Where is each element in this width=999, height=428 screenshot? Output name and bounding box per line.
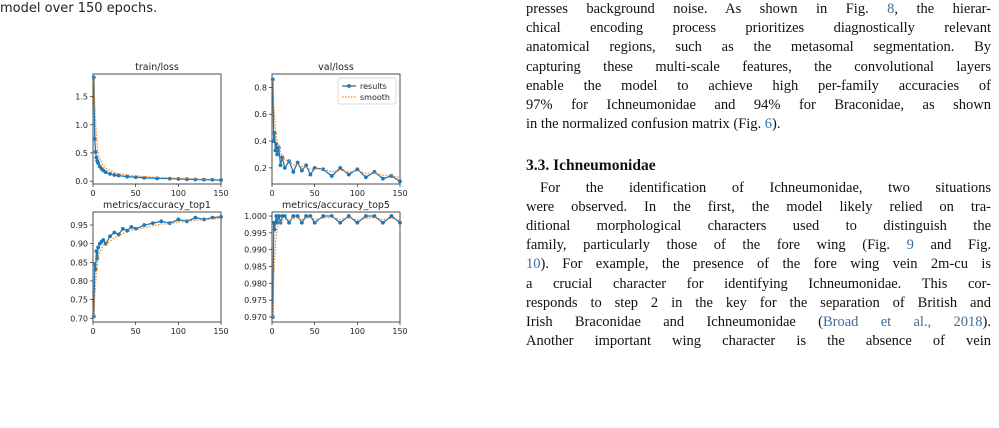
citation-link[interactable]: Broad et al., 2018 bbox=[822, 314, 983, 331]
legend-results-marker bbox=[347, 84, 351, 88]
text-line: anatomical regions, such as the metasomal segmentation. By bbox=[526, 39, 991, 56]
text-line: in the normalized confusion matrix (Fig. 6). bbox=[526, 116, 781, 133]
y-tick-label: 1.5 bbox=[75, 92, 88, 102]
results-point bbox=[95, 249, 99, 253]
results-point bbox=[176, 218, 180, 222]
results-point bbox=[338, 221, 342, 225]
text-line: Another important wing character is the absence of vein bbox=[526, 333, 991, 350]
panel-title: metrics/accuracy_top5 bbox=[282, 200, 390, 211]
text-line: For the identification of Ichneumonidae, two situations bbox=[540, 179, 991, 196]
plot-frame bbox=[93, 212, 221, 322]
results-point bbox=[194, 216, 198, 220]
y-tick-label: 0.985 bbox=[244, 262, 267, 272]
plot-frame bbox=[272, 212, 400, 322]
y-tick-label: 0.0 bbox=[75, 177, 88, 187]
text-line: chical encoding process prioritizes diagnostically relevant bbox=[526, 20, 991, 37]
x-tick-label: 150 bbox=[392, 327, 408, 336]
y-tick-label: 1.000 bbox=[244, 212, 267, 222]
results-point bbox=[95, 156, 99, 160]
text-line: family, particularly those of the fore wing (Fig. 9 and Fig. bbox=[526, 237, 991, 254]
results-point bbox=[279, 163, 283, 167]
y-tick-label: 0.980 bbox=[244, 279, 267, 289]
results-point bbox=[94, 150, 98, 154]
x-tick-label: 0 bbox=[269, 327, 275, 336]
x-tick-label: 150 bbox=[213, 189, 229, 198]
results-point bbox=[273, 228, 277, 232]
panel-title: val/loss bbox=[318, 62, 354, 73]
results-point bbox=[364, 175, 368, 179]
results-point bbox=[275, 153, 279, 157]
results-point bbox=[283, 166, 287, 170]
x-tick-label: 50 bbox=[130, 327, 141, 336]
x-tick-label: 0 bbox=[90, 327, 96, 336]
y-tick-label: 0.5 bbox=[75, 148, 88, 158]
y-tick-label: 0.70 bbox=[70, 314, 88, 324]
y-tick-label: 0.4 bbox=[254, 137, 267, 147]
figure-ref[interactable]: 10 bbox=[526, 256, 541, 273]
results-point bbox=[313, 221, 317, 225]
results-point bbox=[321, 214, 325, 218]
y-tick-label: 0.90 bbox=[70, 239, 88, 249]
results-point bbox=[381, 177, 385, 181]
results-point bbox=[381, 221, 385, 225]
results-point bbox=[159, 219, 163, 223]
results-point bbox=[390, 214, 394, 218]
x-tick-label: 0 bbox=[269, 189, 275, 198]
results-point bbox=[364, 214, 368, 218]
training-curves-svg bbox=[55, 60, 415, 336]
legend-smooth-label: smooth bbox=[360, 93, 390, 102]
text-line: capturing these multi-scale features, the convolutional layers bbox=[526, 58, 991, 75]
results-point bbox=[347, 214, 351, 218]
text-line: responds to step 2 in the key for the separation of British and bbox=[526, 294, 991, 311]
y-tick-label: 0.95 bbox=[70, 221, 88, 231]
figure-ref[interactable]: 8 bbox=[887, 1, 895, 17]
results-point bbox=[309, 173, 313, 177]
results-point bbox=[300, 169, 304, 173]
results-point bbox=[398, 221, 402, 225]
x-tick-label: 100 bbox=[170, 327, 186, 336]
y-tick-label: 0.8 bbox=[254, 83, 267, 93]
results-point bbox=[130, 225, 134, 229]
y-tick-label: 1.0 bbox=[75, 120, 88, 130]
x-tick-label: 50 bbox=[309, 327, 320, 336]
results-point bbox=[142, 223, 146, 227]
y-tick-label: 0.2 bbox=[254, 163, 267, 173]
results-point bbox=[151, 221, 155, 225]
y-tick-label: 0.80 bbox=[70, 276, 88, 286]
results-point bbox=[330, 174, 334, 178]
text-line: 97% for Ichneumonidae and 94% for Braconidae, as shown bbox=[526, 97, 991, 114]
results-point bbox=[347, 173, 351, 177]
panel-title: train/loss bbox=[135, 62, 179, 73]
x-tick-label: 150 bbox=[213, 327, 229, 336]
y-tick-label: 0.75 bbox=[70, 295, 88, 305]
x-tick-label: 0 bbox=[90, 189, 96, 198]
x-tick-label: 50 bbox=[130, 189, 141, 198]
results-point bbox=[112, 173, 116, 177]
text-line: were observed. In the first, the model likely relied on tra- bbox=[526, 198, 991, 215]
results-point bbox=[300, 221, 304, 225]
results-point bbox=[291, 214, 295, 218]
results-point bbox=[355, 221, 359, 225]
y-tick-label: 0.990 bbox=[244, 245, 267, 255]
x-tick-label: 100 bbox=[170, 189, 186, 198]
y-tick-label: 0.970 bbox=[244, 312, 267, 322]
results-point bbox=[274, 149, 278, 153]
figure-ref[interactable]: 9 bbox=[906, 237, 914, 254]
y-tick-label: 0.975 bbox=[244, 296, 267, 306]
right-text-column bbox=[526, 0, 991, 351]
results-point bbox=[96, 161, 100, 165]
text-line: ditional morphological characters used to distinguish the bbox=[526, 218, 991, 235]
results-point bbox=[338, 166, 342, 170]
results-point bbox=[104, 170, 108, 174]
results-point bbox=[291, 170, 295, 174]
legend-results-label: results bbox=[360, 82, 387, 91]
results-point bbox=[277, 214, 281, 218]
text-line: a crucial character for identifying Ichneumonidae. This cor- bbox=[526, 275, 991, 292]
results-point bbox=[287, 221, 291, 225]
results-point bbox=[112, 231, 116, 235]
plot-frame bbox=[93, 74, 221, 184]
figure-ref[interactable]: 6 bbox=[764, 116, 773, 133]
results-point bbox=[108, 234, 112, 238]
x-tick-label: 100 bbox=[349, 327, 365, 336]
results-point bbox=[398, 179, 402, 183]
y-tick-label: 0.85 bbox=[70, 258, 88, 268]
results-point bbox=[283, 214, 287, 218]
x-tick-label: 50 bbox=[309, 189, 320, 198]
y-tick-label: 0.6 bbox=[254, 110, 267, 120]
x-tick-label: 150 bbox=[392, 189, 408, 198]
results-point bbox=[96, 246, 100, 250]
training-curves-figure bbox=[55, 60, 415, 336]
text-line: 10). For example, the presence of the fore wing vein 2m-cu is bbox=[526, 256, 991, 273]
text-line: enable the model to achieve high per-family accuracies of bbox=[526, 77, 991, 94]
text-line: Irish Braconidae and Ichneumonidae (Broad et al., 2018). bbox=[526, 314, 991, 331]
results-point bbox=[108, 172, 112, 176]
figure-caption-tail: model over 150 epochs. bbox=[0, 1, 158, 16]
section-heading: 3.3. Ichneumonidae bbox=[526, 157, 656, 175]
panel-title: metrics/accuracy_top1 bbox=[103, 200, 211, 211]
text-line: presses background noise. As shown in Fig. 8, the hierar- bbox=[526, 1, 991, 17]
results-point bbox=[101, 238, 105, 242]
results-point bbox=[93, 262, 97, 266]
x-tick-label: 100 bbox=[349, 189, 365, 198]
results-point bbox=[185, 177, 189, 181]
results-point bbox=[121, 227, 125, 231]
y-tick-label: 0.995 bbox=[244, 228, 267, 238]
